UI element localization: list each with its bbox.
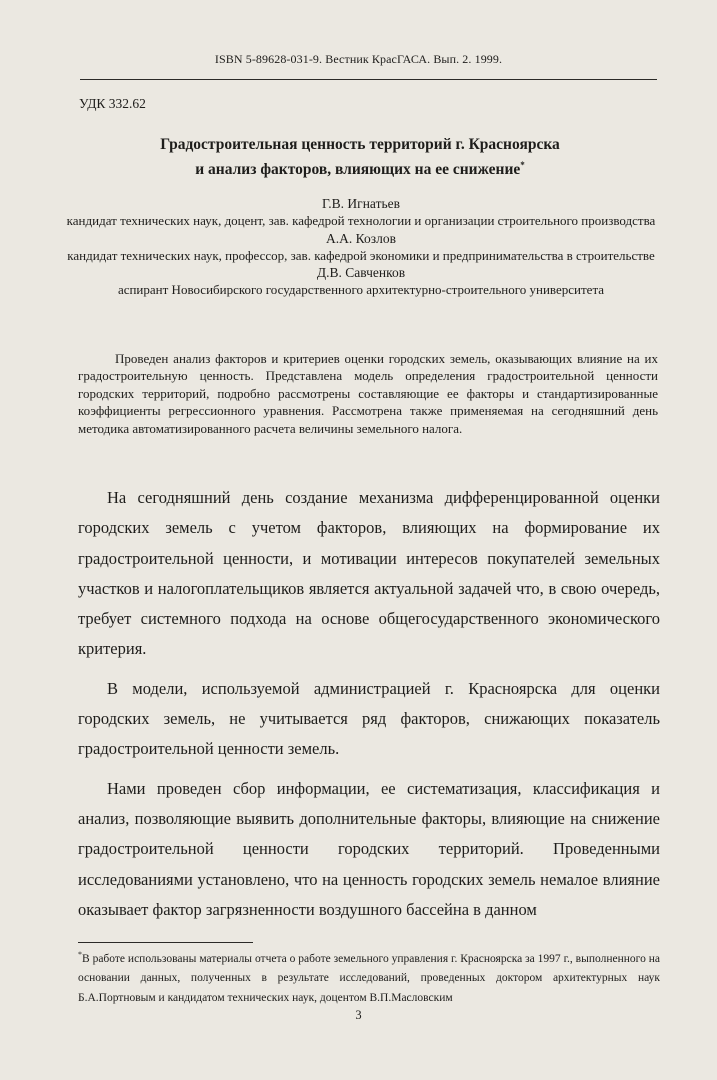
author-affiliation: кандидат технических наук, доцент, зав. кафедрой технологии и организации строительного производства — [66, 213, 656, 229]
author-affiliation: аспирант Новосибирского государственного архитектурно-строительного университета — [117, 282, 605, 298]
author-name: Г.В. Игнатьев — [322, 196, 400, 211]
header-rule — [80, 79, 657, 80]
footnote-text: В работе использованы материалы отчета о работе земельного управления г. Красноярска за 1997 г., выполненного на основании данных, полученных в результате исследований, проведенных доктором архитектурных наук Б.А.Портновым и кандидатом технических наук, доцентом В.П.Масловским — [78, 952, 660, 1004]
abstract — [78, 350, 658, 437]
running-head: ISBN 5-89628-031-9. Вестник КрасГАСА. Вып. 2. 1999. — [214, 52, 503, 66]
footnote-rule — [78, 942, 253, 943]
title-line-2-text: и анализ факторов, влияющих на ее снижение — [195, 161, 521, 179]
title-line-1: Градостроительная ценность территорий г. Красноярска — [160, 136, 560, 153]
article-body — [78, 483, 660, 934]
author-name: Д.В. Савченков — [316, 265, 406, 281]
title-footnote-marker: * — [520, 160, 525, 170]
author-name: А.А. Козлов — [326, 230, 396, 246]
author-affiliation: кандидат технических наук, профессор, зав. кафедрой экономики и предпринимательства в строительстве — [67, 247, 655, 263]
body-paragraph: В модели, используемой администрацией г. Красноярска для оценки городских земель, не учитывается ряд факторов, снижающих показатель градостроительной ценности земель. — [78, 678, 660, 759]
page-number: 3 — [355, 1008, 362, 1022]
udk-code: УДК 332.62 — [79, 96, 146, 111]
article-title — [60, 134, 660, 180]
title-line-2 — [60, 155, 660, 180]
body-paragraph: Нами проведен сбор информации, ее систематизация, классификация и анализ, позволяющие выявить дополнительные факторы, влияющие на снижение градостроительной ценности городских территорий. Проведенными исследованиями установлено, что на ценность городских земель немалое влияние оказывает фактор загрязненности воздушного бассейна в данном — [78, 778, 660, 919]
footnote-marker: * — [78, 950, 82, 959]
body-paragraph: На сегодняшний день создание механизма дифференцированной оценки городских земель с учетом факторов, влияющих на формирование их градостроительной ценности, и мотивации интересов покупателей земельных участков и налогоплательщиков является актуальной задачей что, в свою очередь, требует системного подхода на основе общегосударственного экономического критерия. — [78, 488, 660, 659]
footnote — [78, 945, 660, 1008]
abstract-text: Проведен анализ факторов и критериев оценки городских земель, оказывающих влияние на их градостроительную ценность. Представлена модель определения градостроительной ценности городских территорий, подробно рассмотрены составляющие ее факторы и стандартизированные коэффициенты регрессионного уравнения. Рассмотрена также применяемая на сегодняшний день методика автоматизированного расчета величины земельного налога. — [78, 351, 658, 436]
authors-block — [62, 195, 660, 299]
